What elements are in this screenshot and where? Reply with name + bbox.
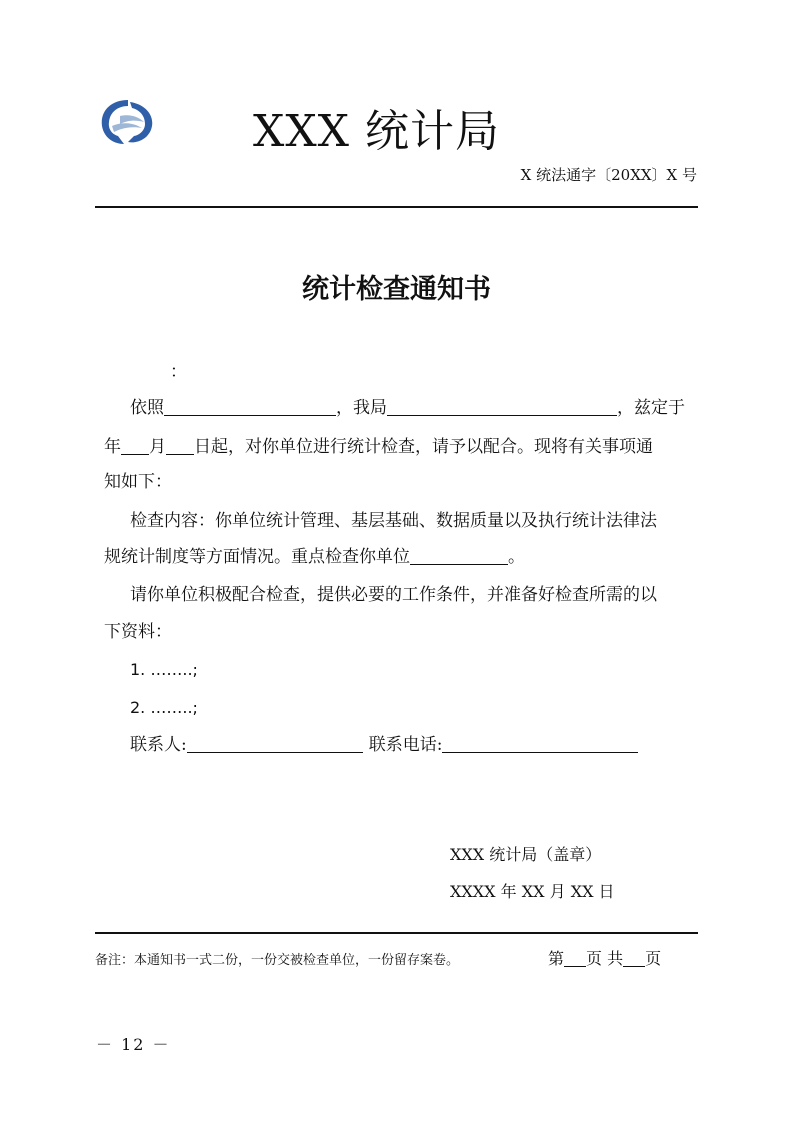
notice-title: 统计检查通知书 xyxy=(302,274,491,305)
paragraph-1-line-1: 依照 ，我局 ，兹定于 xyxy=(130,398,685,418)
paragraph-2-line-2: 规统计制度等方面情况。重点检查你单位 。 xyxy=(104,547,525,567)
page-number: － 12 － xyxy=(96,1035,171,1054)
blank-key-item[interactable] xyxy=(410,547,508,565)
blank-phone[interactable] xyxy=(442,735,638,753)
paragraph-1-line-3: 知如下： xyxy=(104,472,172,492)
blank-day[interactable] xyxy=(166,437,194,455)
footer-note: 备注：本通知书一式二份，一份交被检查单位，一份留存案卷。 xyxy=(95,953,460,968)
blank-month[interactable] xyxy=(121,437,149,455)
blank-decision[interactable] xyxy=(387,398,617,416)
seal-line: XXX 统计局（盖章） xyxy=(450,845,602,864)
page-counter: 第 页 共 页 xyxy=(548,949,662,968)
paragraph-3-line-2: 下资料： xyxy=(104,622,172,642)
list-item-1: 1. ……..; xyxy=(130,660,198,679)
contact-line: 联系人: 联系电话: xyxy=(130,733,722,757)
org-title: XXX 统计局 xyxy=(253,106,500,157)
salutation-colon: ： xyxy=(170,362,187,382)
paragraph-3-line-1: 请你单位积极配合检查，提供必要的工作条件，并准备好检查所需的以 xyxy=(130,585,657,605)
header-divider xyxy=(95,206,698,208)
date-line: XXXX 年 XX 月 XX 日 xyxy=(450,882,615,901)
blank-page[interactable] xyxy=(564,949,586,967)
blank-contact-person[interactable] xyxy=(187,735,363,753)
blank-legal-basis[interactable] xyxy=(164,398,336,416)
document-number: X 统法通字〔20XX〕X 号 xyxy=(520,166,697,184)
footer-divider xyxy=(95,932,698,934)
paragraph-2-line-1: 检查内容：你单位统计管理、基层基础、数据质量以及执行统计法律法 xyxy=(130,511,657,531)
list-item-2: 2. ……..; xyxy=(130,698,198,717)
blank-total-pages[interactable] xyxy=(623,949,645,967)
paragraph-1-line-2: 年 月 日起，对你单位进行统计检查，请予以配合。现将有关事项通 xyxy=(104,437,653,457)
